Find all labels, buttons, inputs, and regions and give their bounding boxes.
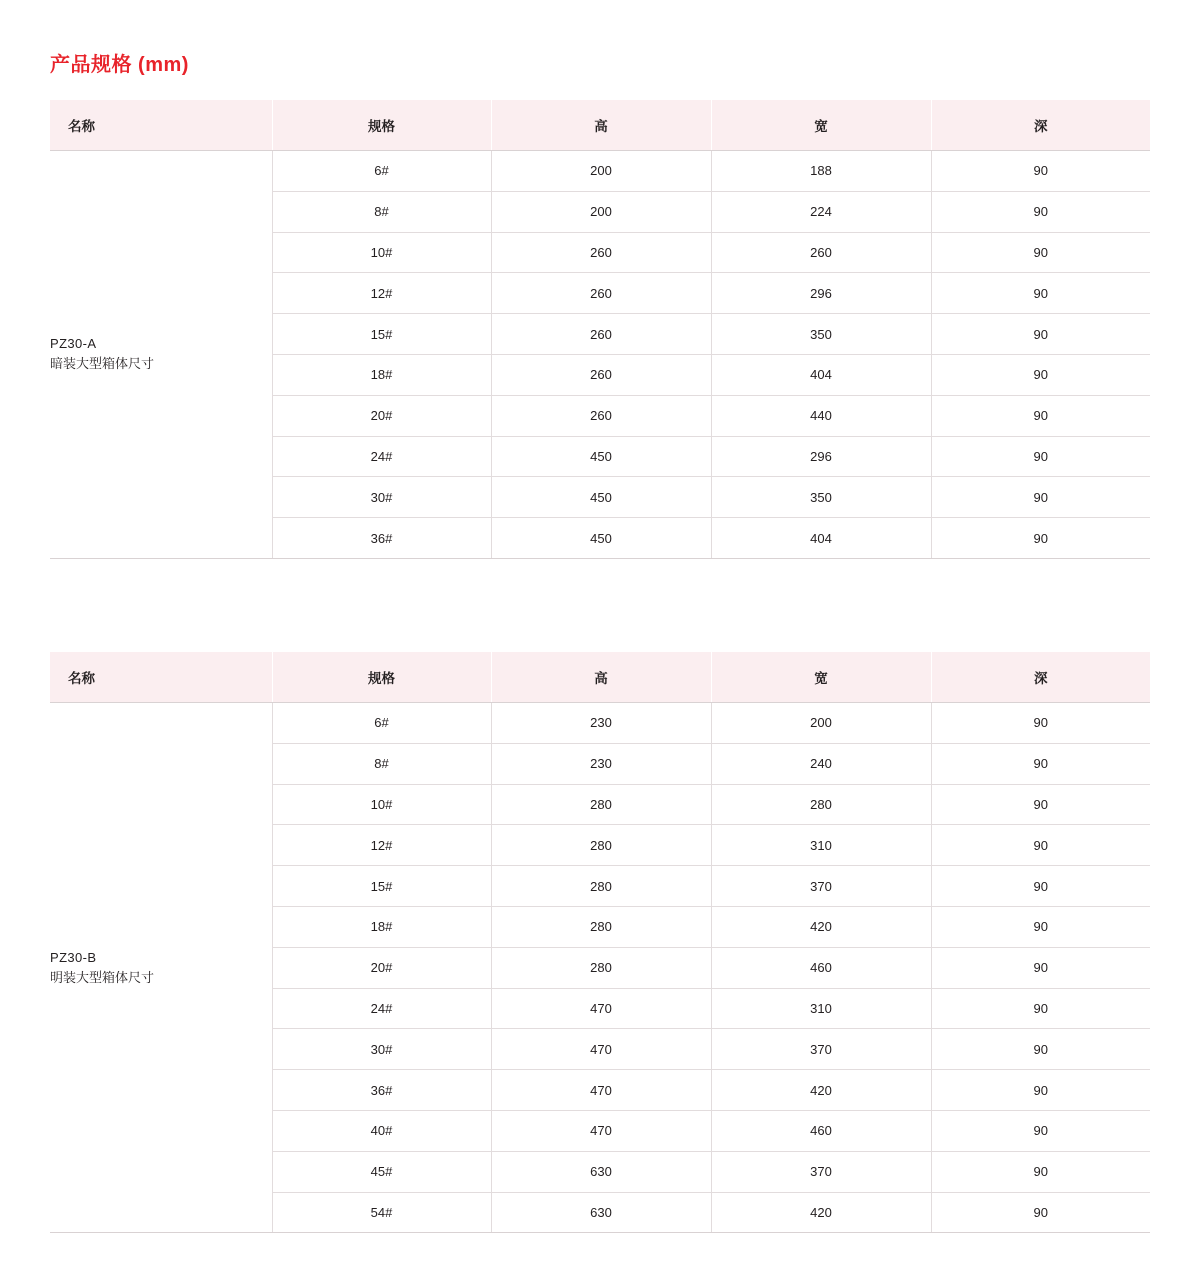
table-header-row xyxy=(50,652,1150,703)
cell-width: 420 xyxy=(711,1070,931,1111)
table-body-pz30-b xyxy=(50,703,1150,1233)
cell-height: 230 xyxy=(491,703,711,744)
cell-spec: 30# xyxy=(272,477,491,518)
cell-depth: 90 xyxy=(931,232,1150,273)
cell-depth: 90 xyxy=(931,518,1150,559)
spec-table-pz30-b xyxy=(50,652,1150,1233)
cell-spec: 18# xyxy=(272,354,491,395)
cell-height: 280 xyxy=(491,825,711,866)
product-description: 明装大型箱体尺寸 xyxy=(50,969,155,985)
cell-width: 370 xyxy=(711,1029,931,1070)
cell-height: 470 xyxy=(491,1029,711,1070)
cell-depth: 90 xyxy=(931,784,1150,825)
cell-spec: 8# xyxy=(272,743,491,784)
cell-spec: 40# xyxy=(272,1110,491,1151)
cell-depth: 90 xyxy=(931,703,1150,744)
cell-depth: 90 xyxy=(931,1151,1150,1192)
cell-width: 440 xyxy=(711,395,931,436)
cell-height: 260 xyxy=(491,314,711,355)
cell-depth: 90 xyxy=(931,906,1150,947)
cell-height: 280 xyxy=(491,906,711,947)
cell-spec: 10# xyxy=(272,784,491,825)
cell-spec: 15# xyxy=(272,314,491,355)
cell-width: 260 xyxy=(711,232,931,273)
cell-spec: 36# xyxy=(272,1070,491,1111)
table-row xyxy=(50,151,1150,192)
cell-spec: 20# xyxy=(272,947,491,988)
column-header-spec: 规格 xyxy=(272,652,491,703)
cell-height: 280 xyxy=(491,866,711,907)
cell-width: 240 xyxy=(711,743,931,784)
cell-width: 404 xyxy=(711,518,931,559)
cell-height: 470 xyxy=(491,1070,711,1111)
cell-spec: 15# xyxy=(272,866,491,907)
cell-depth: 90 xyxy=(931,866,1150,907)
cell-depth: 90 xyxy=(931,1070,1150,1111)
cell-height: 200 xyxy=(491,191,711,232)
cell-width: 420 xyxy=(711,1192,931,1233)
column-header-name: 名称 xyxy=(50,652,272,703)
cell-spec: 6# xyxy=(272,151,491,192)
cell-spec: 20# xyxy=(272,395,491,436)
cell-width: 404 xyxy=(711,354,931,395)
cell-height: 260 xyxy=(491,232,711,273)
cell-width: 200 xyxy=(711,703,931,744)
column-header-width: 宽 xyxy=(711,100,931,151)
cell-width: 460 xyxy=(711,1110,931,1151)
cell-depth: 90 xyxy=(931,1110,1150,1151)
column-header-spec: 规格 xyxy=(272,100,491,151)
product-name-cell xyxy=(50,703,272,1233)
cell-height: 230 xyxy=(491,743,711,784)
cell-height: 280 xyxy=(491,784,711,825)
column-header-height: 高 xyxy=(491,652,711,703)
cell-spec: 8# xyxy=(272,191,491,232)
cell-height: 450 xyxy=(491,436,711,477)
cell-height: 260 xyxy=(491,273,711,314)
cell-width: 460 xyxy=(711,947,931,988)
cell-height: 630 xyxy=(491,1151,711,1192)
cell-depth: 90 xyxy=(931,273,1150,314)
cell-height: 260 xyxy=(491,395,711,436)
table-header-row xyxy=(50,100,1150,151)
cell-depth: 90 xyxy=(931,1029,1150,1070)
cell-depth: 90 xyxy=(931,314,1150,355)
column-header-depth: 深 xyxy=(931,652,1150,703)
product-code: PZ30-B xyxy=(50,949,97,965)
table-body-pz30-a xyxy=(50,151,1150,559)
cell-height: 280 xyxy=(491,947,711,988)
cell-spec: 6# xyxy=(272,703,491,744)
cell-spec: 18# xyxy=(272,906,491,947)
cell-height: 630 xyxy=(491,1192,711,1233)
table-header-pz30-a xyxy=(50,100,1150,151)
cell-depth: 90 xyxy=(931,825,1150,866)
cell-width: 310 xyxy=(711,988,931,1029)
cell-height: 450 xyxy=(491,518,711,559)
column-header-depth: 深 xyxy=(931,100,1150,151)
cell-width: 420 xyxy=(711,906,931,947)
cell-width: 280 xyxy=(711,784,931,825)
spec-table-pz30-a xyxy=(50,100,1150,559)
cell-width: 370 xyxy=(711,1151,931,1192)
cell-depth: 90 xyxy=(931,988,1150,1029)
cell-height: 200 xyxy=(491,151,711,192)
cell-spec: 10# xyxy=(272,232,491,273)
cell-depth: 90 xyxy=(931,477,1150,518)
cell-spec: 54# xyxy=(272,1192,491,1233)
cell-width: 350 xyxy=(711,477,931,518)
cell-depth: 90 xyxy=(931,1192,1150,1233)
cell-width: 224 xyxy=(711,191,931,232)
cell-depth: 90 xyxy=(931,395,1150,436)
cell-depth: 90 xyxy=(931,151,1150,192)
column-header-height: 高 xyxy=(491,100,711,151)
cell-depth: 90 xyxy=(931,354,1150,395)
cell-spec: 36# xyxy=(272,518,491,559)
cell-height: 260 xyxy=(491,354,711,395)
cell-height: 470 xyxy=(491,1110,711,1151)
cell-spec: 45# xyxy=(272,1151,491,1192)
table-header-pz30-b xyxy=(50,652,1150,703)
product-code: PZ30-A xyxy=(50,336,97,352)
cell-depth: 90 xyxy=(931,743,1150,784)
cell-width: 350 xyxy=(711,314,931,355)
cell-width: 296 xyxy=(711,273,931,314)
table-row xyxy=(50,703,1150,744)
cell-depth: 90 xyxy=(931,436,1150,477)
product-description: 暗装大型箱体尺寸 xyxy=(50,356,155,372)
cell-spec: 24# xyxy=(272,436,491,477)
cell-width: 310 xyxy=(711,825,931,866)
cell-width: 188 xyxy=(711,151,931,192)
cell-height: 470 xyxy=(491,988,711,1029)
cell-depth: 90 xyxy=(931,947,1150,988)
cell-width: 370 xyxy=(711,866,931,907)
cell-spec: 30# xyxy=(272,1029,491,1070)
product-name-cell xyxy=(50,151,272,559)
page-title: 产品规格 (mm) xyxy=(50,54,189,76)
column-header-width: 宽 xyxy=(711,652,931,703)
cell-depth: 90 xyxy=(931,191,1150,232)
cell-spec: 12# xyxy=(272,825,491,866)
column-header-name: 名称 xyxy=(50,100,272,151)
cell-spec: 24# xyxy=(272,988,491,1029)
cell-width: 296 xyxy=(711,436,931,477)
cell-height: 450 xyxy=(491,477,711,518)
cell-spec: 12# xyxy=(272,273,491,314)
